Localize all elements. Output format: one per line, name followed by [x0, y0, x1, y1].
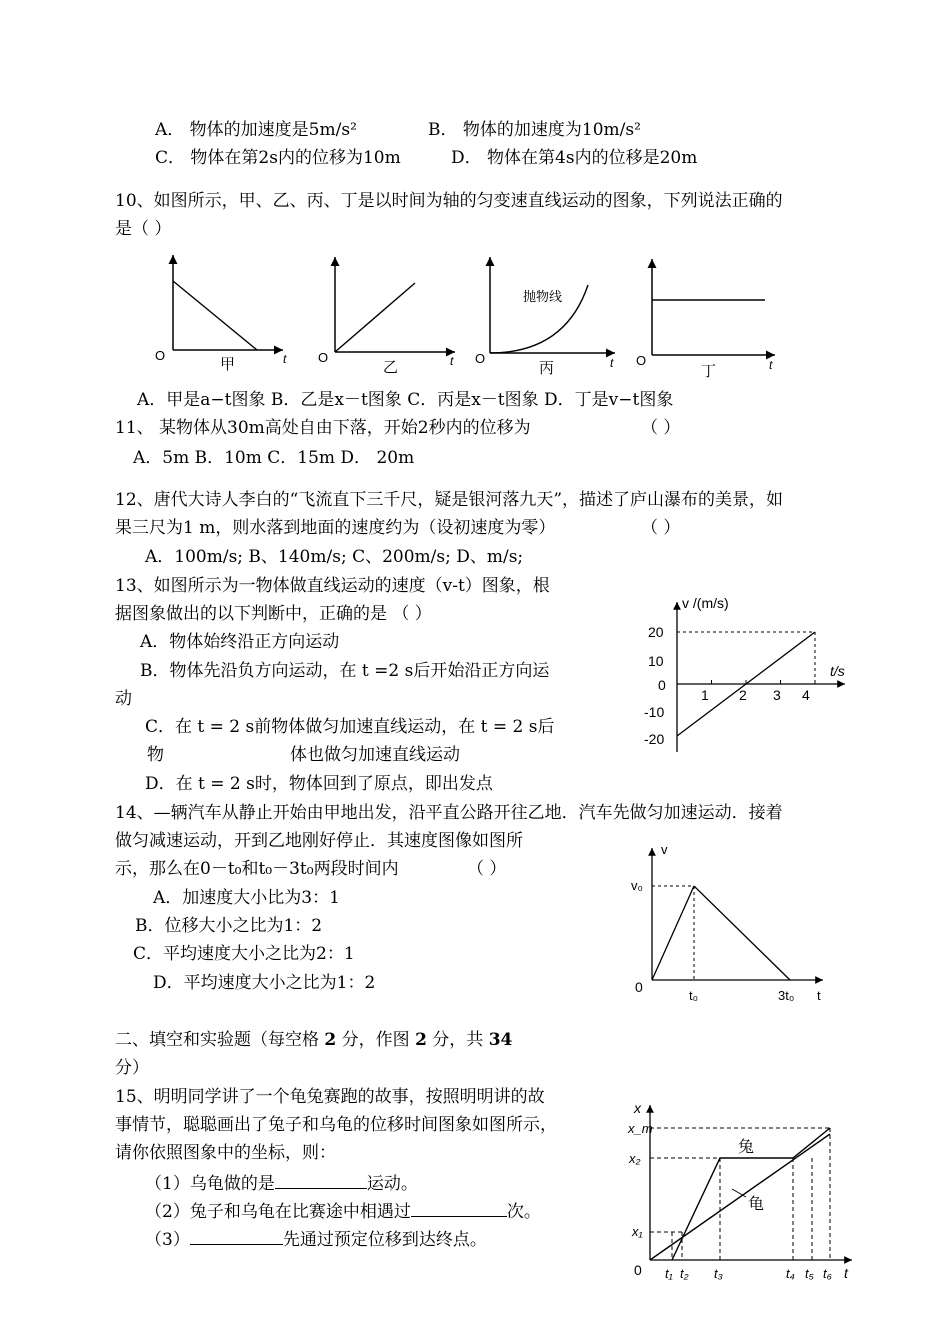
q13-stem-line2: 据图象做出的以下判断中，正确的是 （ ） — [115, 604, 432, 624]
jia-t-label: t — [283, 352, 287, 366]
jia-origin: O — [155, 348, 166, 363]
yi-label: 乙 — [383, 359, 399, 376]
q15-origin: 0 — [634, 1262, 642, 1278]
q14-stem-line1: 14、—辆汽车从静止开始由甲地出发，沿平直公路开往乙地．汽车先做匀加速运动．接着 — [115, 803, 783, 823]
graph-bing — [475, 257, 615, 377]
q9-option-a: A． 物体的加速度是5m/s² — [155, 120, 357, 140]
q13-ytick-10: 10 — [648, 653, 664, 669]
graph-yi — [318, 257, 455, 376]
q15-x1-label: x₁ — [632, 1224, 643, 1239]
ding-label: 丁 — [701, 363, 717, 380]
q11-bracket: （ ） — [641, 418, 681, 438]
q14-stem-line2: 做匀减速运动，开到乙地刚好停止．其速度图像如图所 — [115, 831, 523, 851]
jia-line — [173, 281, 257, 350]
q13-option-c1: C．在 t = 2 s前物体做匀加速直线运动，在 t = 2 s后 — [145, 717, 555, 737]
q13-xtick-4: 4 — [802, 687, 810, 703]
q14-stem-line3: 示，那么在0－t₀和t₀－3t₀两段时间内 — [115, 859, 399, 879]
q13-option-b1: B．物体先沿负方向运动，在 t =2 s后开始沿正方向运 — [140, 661, 550, 681]
q14-vt-graph — [625, 840, 840, 1010]
q15-rabbit-label: 兔 — [738, 1139, 755, 1156]
q10-stem-line1: 10、如图所示，甲、乙、丙、丁是以时间为轴的匀变速直线运动的图象，下列说法正确的 — [115, 191, 783, 211]
bing-label: 丙 — [539, 360, 555, 377]
q9-option-d: D． 物体在第4s内的位移是20m — [451, 148, 698, 168]
q15-t3-label: t₃ — [714, 1266, 723, 1281]
q15-xt-graph — [620, 1095, 870, 1285]
q15-sub1: （1）乌龟做的是 运动。 — [145, 1171, 418, 1195]
q14-accel-line — [652, 886, 694, 980]
q15-xlabel: t — [844, 1265, 848, 1281]
q15-sub3: （3） 先通过预定位移到达终点。 — [145, 1227, 487, 1251]
q13-ytick-20: 20 — [648, 624, 664, 640]
q15-t5-label: t₅ — [805, 1266, 814, 1281]
q9-option-b: B． 物体的加速度为10m/s² — [428, 120, 641, 140]
q15-t6-label: t₆ — [823, 1266, 832, 1281]
q15-x2-label: x₂ — [629, 1151, 641, 1166]
q14-3t0-label: 3t₀ — [778, 988, 795, 1003]
ding-origin: O — [636, 353, 647, 368]
yi-t-label: t — [450, 354, 454, 368]
q15-stem-line3: 请你依照图象中的坐标，则： — [115, 1143, 336, 1163]
q14-bracket: （ ） — [467, 859, 507, 879]
q13-xtick-3: 3 — [773, 687, 781, 703]
q12-stem-line1: 12、唐代大诗人李白的“飞流直下三千尺，疑是银河落九天”，描述了庐山瀑布的美景，如 — [115, 490, 784, 510]
q15-stem-line1: 15、明明同学讲了一个龟兔赛跑的故事，按照明明讲的故 — [115, 1087, 545, 1107]
q15-t2-label: t₂ — [680, 1266, 689, 1281]
q15-blank3[interactable] — [190, 1227, 283, 1245]
q12-stem-line2: 果三尺为1 m，则水落到地面的速度约为（设初速度为零） — [115, 518, 556, 538]
q15-xm-label: x_m — [628, 1121, 653, 1136]
q14-origin: 0 — [635, 979, 643, 995]
q10-graphs — [145, 245, 795, 385]
q12-options: A．100m/s; B、140m/s; C、200m/s; D、m/s; — [145, 547, 524, 567]
q14-v0-label: v₀ — [631, 878, 643, 893]
q15-stem-line2: 事情节，聪聪画出了兔子和乌龟的位移时间图象如图所示， — [115, 1115, 557, 1135]
graph-jia — [155, 255, 287, 373]
q15-ylabel: x — [634, 1100, 641, 1116]
q13-xtick-1: 1 — [701, 687, 709, 703]
q13-vt-graph — [640, 590, 860, 760]
q11-options: A．5m B．10m C．15m D． 20m — [133, 448, 415, 468]
q13-ylabel: v /(m/s) — [682, 595, 729, 611]
section2-heading-line2: 分） — [115, 1058, 149, 1078]
q13-stem-line1: 13、如图所示为一物体做直线运动的速度（v-t）图象，根 — [115, 576, 550, 596]
q14-ylabel: v — [661, 842, 668, 857]
q14-option-a: A．加速度大小比为3：1 — [153, 888, 340, 908]
q11-stem: 11、 某物体从30m高处自由下落，开始2秒内的位移为 — [115, 418, 531, 438]
q14-option-c: C．平均速度大小之比为2：1 — [133, 944, 355, 964]
q9-option-c: C． 物体在第2s内的位移为10m — [155, 148, 401, 168]
q13-option-c2b: 体也做匀加速直线运动 — [290, 745, 460, 765]
jia-label: 甲 — [220, 356, 236, 373]
q10-options: A．甲是a−t图象 B．乙是x－t图象 C．丙是x－t图象 D．丁是v−t图象 — [137, 390, 674, 410]
q13-xlabel: t/s — [830, 663, 845, 679]
q15-turtle-label: 龟 — [748, 1196, 765, 1213]
q14-decel-line — [694, 886, 790, 980]
bing-origin: O — [475, 351, 486, 366]
q14-t0-label: t₀ — [689, 988, 699, 1003]
q15-turtle-pointer — [732, 1189, 746, 1197]
bing-parabola-label: 抛物线 — [523, 289, 563, 304]
q15-t4-label: t₄ — [786, 1266, 795, 1281]
section2-heading: 二、填空和实验题（每空格 2 分，作图 2 分，共 34 — [115, 1030, 513, 1050]
q14-option-d: D．平均速度大小之比为1：2 — [153, 973, 376, 993]
q10-stem-line2: 是（ ） — [115, 219, 172, 239]
q14-option-b: B．位移大小之比为1：2 — [135, 916, 323, 936]
bing-t-label: t — [610, 356, 614, 370]
q15-t1-label: t₁ — [665, 1266, 673, 1281]
q13-option-a: A．物体始终沿正方向运动 — [140, 632, 340, 652]
q13-ytick-0: 0 — [658, 677, 666, 693]
q12-bracket: （ ） — [641, 518, 681, 538]
q13-xtick-2: 2 — [739, 687, 747, 703]
q15-sub2: （2）兔子和乌龟在比赛途中相遇过 次。 — [145, 1199, 541, 1223]
yi-line — [335, 283, 415, 352]
q13-option-c2a: 物 — [147, 745, 164, 765]
q13-ytick-neg20: -20 — [644, 731, 665, 747]
q14-xlabel: t — [817, 988, 821, 1003]
q13-option-b2: 动 — [115, 689, 132, 709]
q15-blank2[interactable] — [411, 1199, 507, 1217]
ding-t-label: t — [769, 358, 773, 372]
q13-ytick-neg10: -10 — [644, 704, 665, 720]
q13-option-d: D．在 t = 2 s时，物体回到了原点，即出发点 — [145, 774, 493, 794]
graph-ding — [636, 259, 775, 380]
q15-blank1[interactable] — [275, 1171, 367, 1189]
yi-origin: O — [318, 350, 329, 365]
